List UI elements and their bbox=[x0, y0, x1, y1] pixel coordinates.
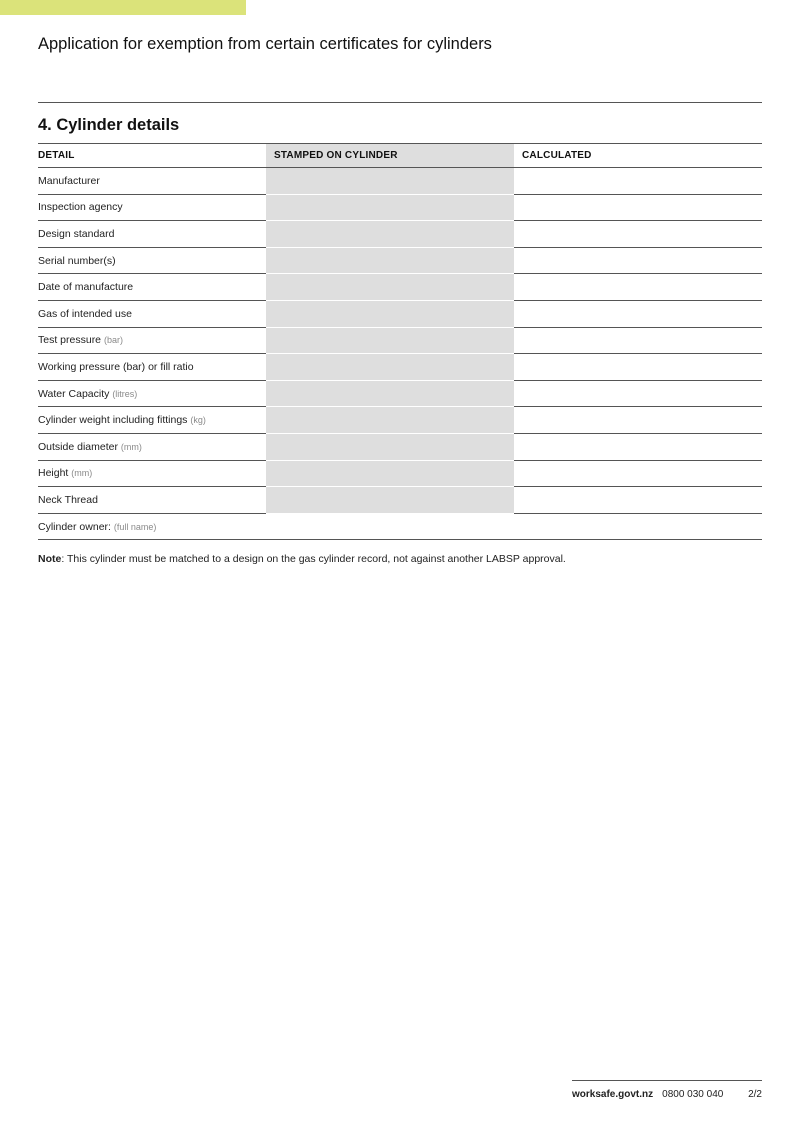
detail-label-cell bbox=[38, 168, 266, 195]
header-detail: DETAIL bbox=[38, 144, 266, 168]
owner-name-field[interactable] bbox=[266, 513, 762, 540]
accent-bar bbox=[0, 0, 246, 15]
table-row bbox=[38, 487, 762, 514]
detail-label-cell bbox=[38, 194, 266, 221]
calculated-field[interactable] bbox=[514, 300, 762, 327]
header-calculated: CALCULATED bbox=[514, 144, 762, 168]
footer-phone: 0800 030 040 bbox=[662, 1089, 724, 1100]
stamped-on-cylinder-field[interactable] bbox=[266, 407, 514, 434]
section-title: 4. Cylinder details bbox=[38, 116, 180, 134]
stamped-on-cylinder-field[interactable] bbox=[266, 354, 514, 381]
table-header-row bbox=[38, 144, 762, 168]
detail-label: Neck Thread bbox=[38, 493, 98, 506]
stamped-on-cylinder-field[interactable] bbox=[266, 487, 514, 514]
footer-website: worksafe.govt.nz bbox=[572, 1089, 654, 1100]
title-divider bbox=[38, 102, 762, 103]
table-row bbox=[38, 194, 762, 221]
detail-label-cell bbox=[38, 380, 266, 407]
detail-unit: (mm) bbox=[120, 441, 142, 452]
stamped-on-cylinder-field[interactable] bbox=[266, 300, 514, 327]
calculated-field[interactable] bbox=[514, 168, 762, 195]
detail-label: Water Capacity bbox=[38, 387, 110, 400]
table-row bbox=[38, 300, 762, 327]
stamped-on-cylinder-field[interactable] bbox=[266, 168, 514, 195]
detail-label: Design standard bbox=[38, 227, 115, 240]
table-row bbox=[38, 380, 762, 407]
page-number: 2/2 bbox=[748, 1089, 762, 1100]
detail-label: Inspection agency bbox=[38, 201, 123, 214]
detail-label: Working pressure (bar) or fill ratio bbox=[38, 360, 194, 373]
note bbox=[38, 553, 566, 565]
calculated-field[interactable] bbox=[514, 221, 762, 248]
header-stamped: STAMPED ON CYLINDER bbox=[266, 144, 514, 168]
detail-label: Outside diameter bbox=[38, 440, 118, 453]
detail-label-cell bbox=[38, 407, 266, 434]
owner-label: Cylinder owner: bbox=[38, 520, 111, 533]
stamped-on-cylinder-field[interactable] bbox=[266, 221, 514, 248]
stamped-on-cylinder-field[interactable] bbox=[266, 327, 514, 354]
document-title: Application for exemption from certain certificates for cylinders bbox=[38, 35, 492, 53]
table-row bbox=[38, 433, 762, 460]
detail-label: Serial number(s) bbox=[38, 254, 116, 267]
detail-label-cell bbox=[38, 460, 266, 487]
calculated-field[interactable] bbox=[514, 487, 762, 514]
detail-unit: (kg) bbox=[190, 415, 206, 426]
table-row bbox=[38, 168, 762, 195]
table-row bbox=[38, 460, 762, 487]
detail-label-cell bbox=[38, 487, 266, 514]
detail-label-cell bbox=[38, 433, 266, 460]
detail-label-cell bbox=[38, 247, 266, 274]
calculated-field[interactable] bbox=[514, 327, 762, 354]
detail-label-cell bbox=[38, 221, 266, 248]
calculated-field[interactable] bbox=[514, 460, 762, 487]
owner-label-cell bbox=[38, 513, 266, 540]
table-row bbox=[38, 221, 762, 248]
table-row bbox=[38, 274, 762, 301]
calculated-field[interactable] bbox=[514, 407, 762, 434]
table-row bbox=[38, 354, 762, 381]
note-label: Note bbox=[38, 553, 62, 565]
detail-label-cell bbox=[38, 274, 266, 301]
stamped-on-cylinder-field[interactable] bbox=[266, 247, 514, 274]
detail-label: Manufacturer bbox=[38, 174, 100, 187]
stamped-on-cylinder-field[interactable] bbox=[266, 380, 514, 407]
calculated-field[interactable] bbox=[514, 433, 762, 460]
detail-label: Test pressure bbox=[38, 334, 102, 347]
owner-row bbox=[38, 513, 762, 540]
footer-divider bbox=[572, 1080, 762, 1081]
stamped-on-cylinder-field[interactable] bbox=[266, 433, 514, 460]
calculated-field[interactable] bbox=[514, 274, 762, 301]
table-row bbox=[38, 327, 762, 354]
stamped-on-cylinder-field[interactable] bbox=[266, 274, 514, 301]
detail-unit: (mm) bbox=[71, 468, 93, 479]
calculated-field[interactable] bbox=[514, 380, 762, 407]
stamped-on-cylinder-field[interactable] bbox=[266, 194, 514, 221]
owner-unit: (full name) bbox=[113, 521, 157, 532]
detail-label-cell bbox=[38, 327, 266, 354]
stamped-on-cylinder-field[interactable] bbox=[266, 460, 514, 487]
detail-label: Date of manufacture bbox=[38, 281, 134, 294]
detail-label-cell bbox=[38, 300, 266, 327]
cylinder-details-table bbox=[38, 143, 762, 540]
table-row bbox=[38, 407, 762, 434]
detail-unit: (litres) bbox=[112, 388, 138, 399]
calculated-field[interactable] bbox=[514, 194, 762, 221]
detail-label: Height bbox=[38, 467, 69, 480]
detail-label-cell bbox=[38, 354, 266, 381]
detail-unit: (bar) bbox=[103, 335, 123, 346]
table-row bbox=[38, 247, 762, 274]
detail-label: Gas of intended use bbox=[38, 307, 132, 320]
calculated-field[interactable] bbox=[514, 247, 762, 274]
calculated-field[interactable] bbox=[514, 354, 762, 381]
detail-label: Cylinder weight including fittings bbox=[38, 414, 188, 427]
note-text: : This cylinder must be matched to a design on the gas cylinder record, not against another LABSP approval. bbox=[61, 553, 566, 565]
footer bbox=[572, 1089, 762, 1100]
